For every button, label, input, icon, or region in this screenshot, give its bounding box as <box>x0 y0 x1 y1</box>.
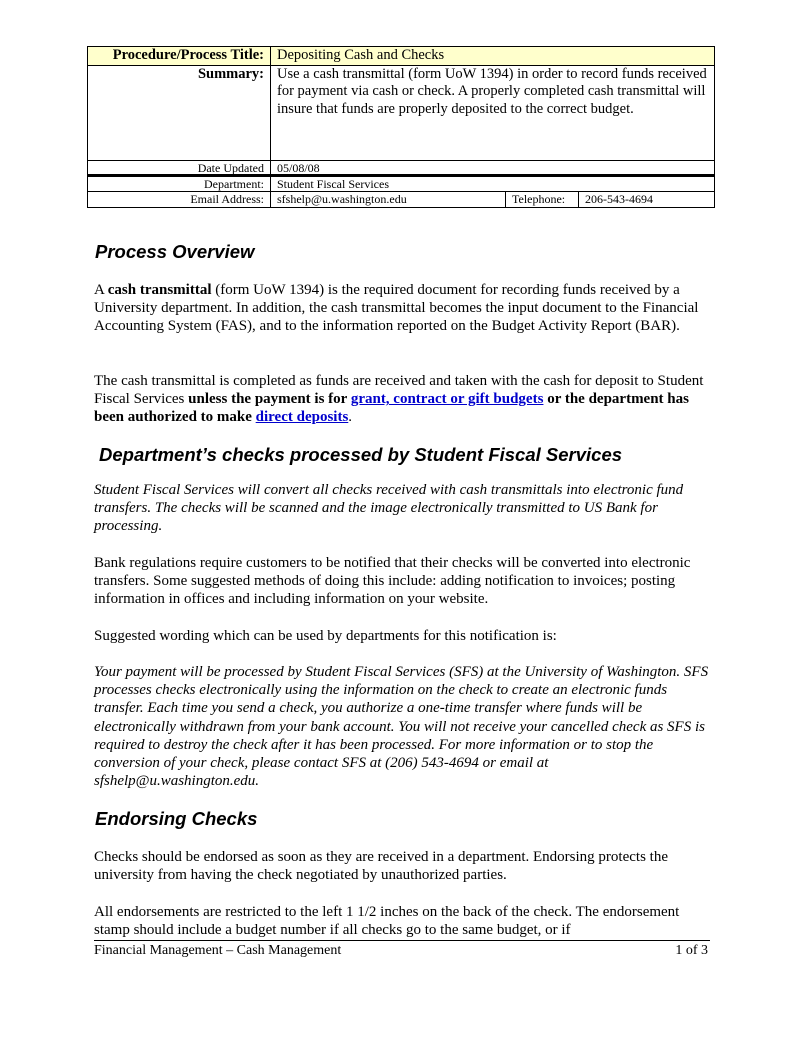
procedure-header-table <box>87 46 715 177</box>
summary-label: Summary: <box>88 65 271 175</box>
endorse-paragraph-1: Checks should be endorsed as soon as they are received in a department. Endorsing protects the university from having the check negotiated by unauthorized parties. <box>94 849 668 884</box>
footer-divider <box>94 940 710 941</box>
checks-paragraph-2: Bank regulations require customers to be notified that their checks will be converted into electronic transfers. Some suggested methods of doing this include: adding notification to invoices; posting information in offices and including information on your website. <box>94 555 691 608</box>
endorsing-checks-heading: Endorsing Checks <box>95 808 258 829</box>
summary-value: Use a cash transmittal (form UoW 1394) in order to record funds received for payment via cash or check. A properly completed cash transmittal will insure that funds are properly deposited to the correct budget. <box>271 65 715 175</box>
date-value: 05/08/08 <box>271 161 715 177</box>
process-overview-heading: Process Overview <box>95 241 255 262</box>
title-label: Procedure/Process Title: <box>88 47 271 66</box>
telephone-label: Telephone: <box>506 192 579 208</box>
checks-paragraph-1: Student Fiscal Services will convert all checks received with cash transmittals into electronic fund transfers. The checks will be scanned and the image electronically transmitted to US Bank for processing. <box>94 482 684 535</box>
telephone-value: 206-543-4694 <box>579 192 715 208</box>
metadata-table <box>87 160 715 208</box>
date-label: Date Updated <box>88 161 271 177</box>
checks-paragraph-3: Suggested wording which can be used by departments for this notification is: <box>94 628 557 644</box>
overview-paragraph-2: The cash transmittal is completed as funds are received and taken with the cash for deposit to Student Fiscal Services unless the payment is for grant, contract or gift budgets or the department has been authorized to make direct deposits. <box>94 373 704 426</box>
endorse-paragraph-2: All endorsements are restricted to the left 1 1/2 inches on the back of the check. The endorsement stamp should include a budget number if all checks go to the same budget, or if <box>94 904 680 939</box>
footer-title: Financial Management – Cash Management <box>94 943 342 958</box>
page-number: 1 of 3 <box>675 943 708 958</box>
email-value: sfshelp@u.washington.edu <box>271 192 506 208</box>
checks-processed-heading: Department’s checks processed by Student Fiscal Services <box>99 444 623 465</box>
department-value: Student Fiscal Services <box>271 176 715 192</box>
overview-paragraph-1: A cash transmittal (form UoW 1394) is the required document for recording funds received by a University department. In addition, the cash transmittal becomes the input document to the Financial Accounting System (FAS), and to the information reported on the Budget Activity Report (BAR). <box>94 282 699 335</box>
title-value: Depositing Cash and Checks <box>271 47 715 66</box>
department-label: Department: <box>88 176 271 192</box>
notification-wording: Your payment will be processed by Student Fiscal Services (SFS) at the University of Washington. SFS processes checks electronically using the information on the check to create an electronic funds transfer. Each time you send a check, you authorize a one-time transfer where funds will be electronically withdrawn from your bank account. You will not receive your cancelled check as SFS is required to destroy the check after it has been processed. For more information or to stop the conversion of your check, please contact SFS at (206) 543-4694 or email at sfshelp@u.washington.edu. <box>94 664 709 790</box>
direct-deposits-link[interactable]: direct deposits <box>255 409 349 426</box>
grant-contract-gift-link[interactable]: grant, contract or gift budgets <box>350 391 544 408</box>
email-label: Email Address: <box>88 192 271 208</box>
